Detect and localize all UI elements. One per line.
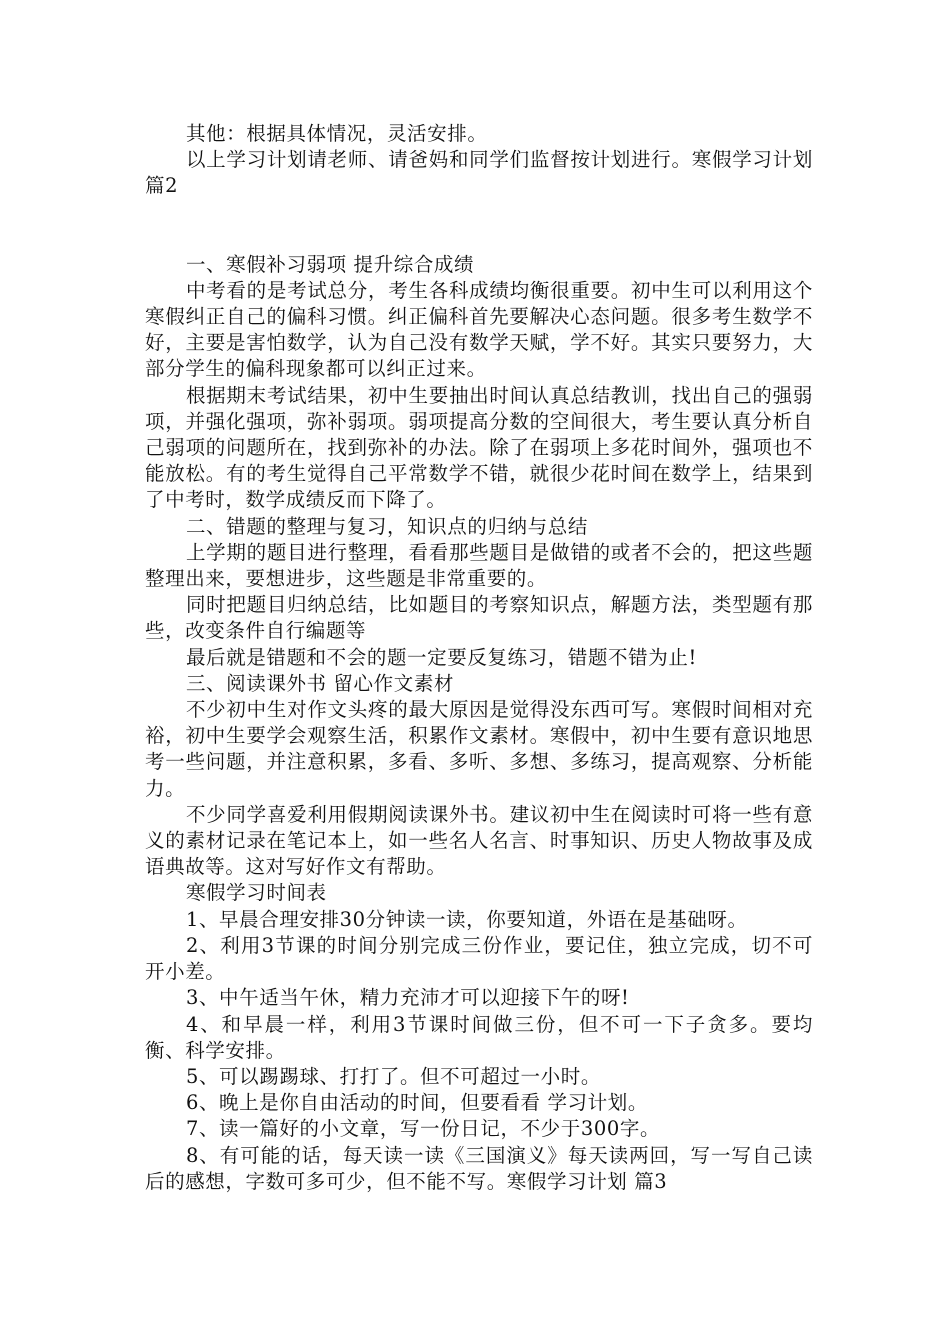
section-gap — [145, 200, 813, 252]
paragraph-supervision-note: 以上学习计划请老师、请爸妈和同学们监督按计划进行。寒假学习计划 篇2 — [145, 148, 813, 198]
paragraph-strengths-weaknesses: 根据期末考试结果，初中生要抽出时间认真总结教训，找出自己的强弱项，并强化强项，弥补弱项。弱项提高分数的空间很大，考生要认真分析自己弱项的问题所在，找到弥补的办法。除了在弱项上多花时间外，强项也不能放松。有的考生觉得自己平常数学不错，就很少花时间在数学上，结果到了中考时，数学成绩反而下降了。 — [145, 383, 813, 512]
schedule-item-6: 6、晚上是你自由活动的时间，但要看看 学习计划。 — [185, 1091, 648, 1115]
schedule-item-7: 7、读一篇好的小文章，写一份日记，不少于300字。 — [185, 1117, 661, 1141]
paragraph-other-arrangement: 其他：根据具体情况，灵活安排。 — [185, 122, 488, 145]
schedule-item-1: 1、早晨合理安排30分钟读一读，你要知道，外语在是基础呀。 — [185, 907, 748, 931]
document-body — [145, 121, 813, 1195]
paragraph-repeat-practice: 最后就是错题和不会的题一定要反复练习，错题不错为止! — [185, 645, 697, 669]
schedule-item-2: 2、利用3节课的时间分别完成三份作业，要记住，独立完成，切不可开小差。 — [145, 933, 813, 984]
schedule-item-3: 3、中午适当午休，精力充沛才可以迎接下午的呀! — [185, 986, 630, 1010]
schedule-item-8: 8、有可能的话，每天读一读《三国演义》每天读两回，写一写自己读后的感想，字数可多可少，但不能不写。寒假学习计划 篇3 — [145, 1143, 813, 1193]
paragraph-writing-material: 不少初中生对作文头疼的最大原因是觉得没东西可写。寒假时间相对充裕，初中生要学会观察生活，积累作文素材。寒假中，初中生要有意识地思考一些问题，并注意积累，多看、多听、多想、多练习，提高观察、分析能力。 — [145, 698, 813, 800]
schedule-item-4: 4、和早晨一样，利用3节课时间做三份，但不可一下子贪多。要均衡、科学安排。 — [145, 1012, 813, 1062]
heading-section-2: 二、错题的整理与复习，知识点的归纳与总结 — [185, 514, 588, 538]
heading-section-1: 一、寒假补习弱项 提升综合成绩 — [185, 252, 475, 276]
schedule-item-5: 5、可以踢踢球、打打了。但不可超过一小时。 — [185, 1064, 601, 1088]
heading-schedule: 寒假学习时间表 — [185, 881, 327, 905]
paragraph-total-score: 中考看的是考试总分，考生各科成绩均衡很重要。初中生可以利用这个寒假纠正自己的偏科习惯。纠正偏科首先要解决心态问题。很多考生数学不好，主要是害怕数学，认为自己没有数学天赋，学不好。其实只要努力，大部分学生的偏科现象都可以纠正过来。 — [145, 278, 813, 381]
paragraph-summarize-problems: 同时把题目归纳总结，比如题目的考察知识点，解题方法，类型题有那些，改变条件自行编题等 — [145, 593, 813, 643]
paragraph-reading-notes: 不少同学喜爱利用假期阅读课外书。建议初中生在阅读时可将一些有意义的素材记录在笔记本上，如一些名人名言、时事知识、历史人物故事及成语典故等。这对写好作文有帮助。 — [145, 802, 813, 879]
heading-section-3: 三、阅读课外书 留心作文素材 — [185, 671, 455, 695]
paragraph-organize-mistakes: 上学期的题目进行整理，看看那些题目是做错的或者不会的，把这些题整理出来，要想进步，这些题是非常重要的。 — [145, 540, 813, 591]
